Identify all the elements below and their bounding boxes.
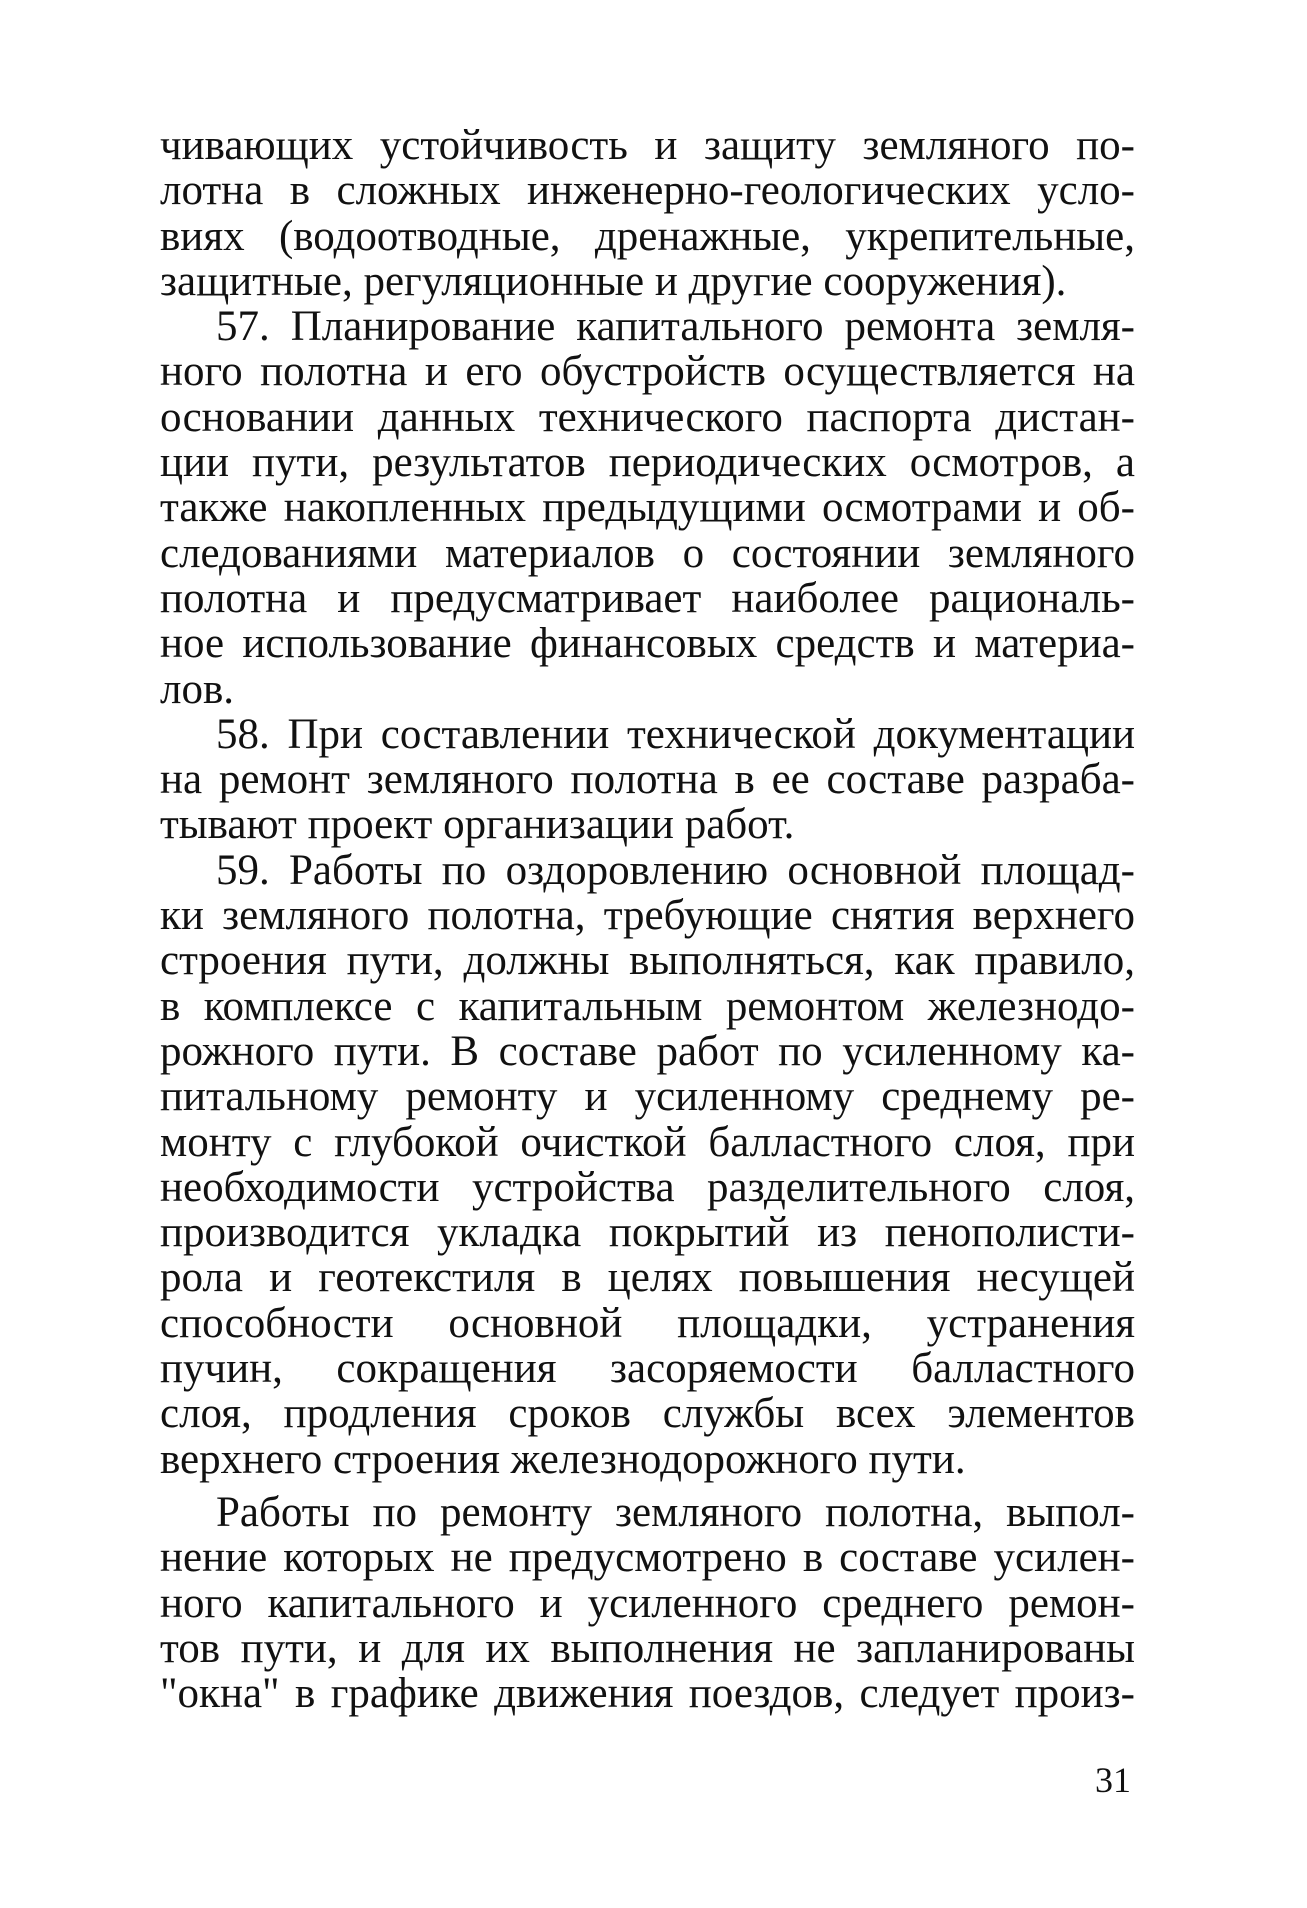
text-line: нение которых не предусмотрено в составе усилен- (160, 1534, 1135, 1582)
text-line: верхнего строения железнодорожного пути. (160, 1435, 966, 1483)
text-line: лов. (160, 665, 235, 713)
text-line: ции пути, результатов периодических осмотров, а (160, 439, 1135, 487)
paragraph (160, 1490, 1135, 1716)
document-page (160, 123, 1135, 1716)
text-line: лотна в сложных инженерно-геологических усло- (160, 167, 1135, 215)
text-line: необходимости устройства разделительного слоя, (160, 1163, 1135, 1211)
text-line: ного капитального и усиленного среднего ремон- (160, 1579, 1135, 1627)
text-line: способности основной площадки, устранения (160, 1299, 1135, 1347)
text-line: защитные, регуляционные и другие сооружения). (160, 257, 1067, 305)
text-line: тов пути, и для их выполнения не запланированы (160, 1624, 1135, 1672)
text-line: ное использование финансовых средств и материа- (160, 620, 1135, 668)
text-line: основании данных технического паспорта дистан- (160, 393, 1135, 441)
text-line: полотна и предусматривает наиболее рациональ- (160, 574, 1135, 622)
paragraph (160, 304, 1135, 712)
text-line: питальному ремонту и усиленному среднему ре- (160, 1073, 1135, 1121)
text-line: рожного пути. В составе работ по усиленному ка- (160, 1027, 1135, 1075)
text-line: "окна" в графике движения поездов, следует произ- (160, 1670, 1135, 1718)
text-line: ки земляного полотна, требующие снятия верхнего (160, 892, 1135, 940)
text-line: слоя, продления сроков службы всех элементов (160, 1390, 1135, 1438)
text-line: на ремонт земляного полотна в ее составе разраба- (160, 756, 1135, 804)
page-number: 31 (1095, 1760, 1131, 1800)
text-line: пучин, сокращения засоряемости балластного (160, 1345, 1135, 1393)
text-line: чивающих устойчивость и защиту земляного по- (160, 122, 1135, 169)
text-line: 59. Работы по оздоровлению основной площад- (216, 846, 1135, 894)
text-line: производится укладка покрытий из пенополисти- (160, 1209, 1135, 1257)
text-line: тывают проект организации работ. (160, 801, 795, 849)
text-line: рола и геотекстиля в целях повышения несущей (160, 1254, 1135, 1302)
text-line: 57. Планирование капитального ремонта земля- (216, 303, 1135, 351)
paragraph (160, 123, 1135, 304)
text-line: 58. При составлении технической документации (216, 710, 1135, 758)
text-line: Работы по ремонту земляного полотна, выпол- (216, 1488, 1135, 1536)
text-line: виях (водоотводные, дренажные, укрепительные, (160, 212, 1135, 260)
text-line: ного полотна и его обустройств осуществляется на (160, 348, 1135, 396)
text-line: монту с глубокой очисткой балластного слоя, при (160, 1118, 1135, 1166)
text-line: также накопленных предыдущими осмотрами и об- (160, 484, 1135, 532)
text-line: следованиями материалов о состоянии земляного (160, 529, 1135, 577)
paragraph (160, 848, 1135, 1482)
paragraph (160, 712, 1135, 848)
text-line: в комплексе с капитальным ремонтом железнодо- (160, 982, 1135, 1030)
text-line: строения пути, должны выполняться, как правило, (160, 937, 1135, 985)
